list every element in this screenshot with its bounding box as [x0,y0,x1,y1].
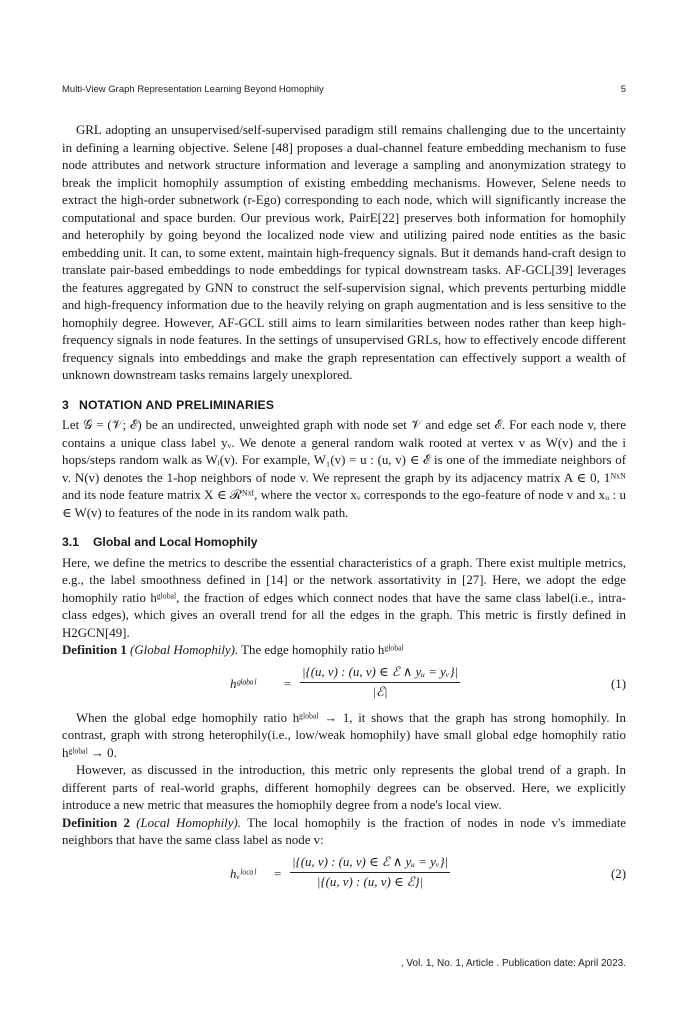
equation-2-denominator: |{(u, v) : (u, v) ∈ ℰ}| [316,875,424,889]
section-number: 3 [62,397,69,412]
equation-1-lhs: hᵍˡᵒᵇᵃˡ [230,676,256,691]
equation-1-numerator: |{(u, v) : (u, v) ∈ ℰ ∧ yᵤ = yᵥ}| [300,664,460,684]
running-title: Multi-View Graph Representation Learning Beyond Homophily [62,84,324,95]
subsection-number: 3.1 [62,535,79,549]
page-number: 5 [620,84,626,95]
definition-1-text: The edge homophily ratio hᵍˡᵒᵇᵃˡ [241,643,404,657]
section-3-1-heading [62,534,626,552]
homophily-paragraph: Here, we define the metrics to describe the essential characteristics of a graph. There exist multiple metrics, e.g., the label smoothness defined in [14] or the network assortativity in [27]. Here, we adopt the edge homophily ratio hᵍˡᵒᵇᵃˡ, the fraction of edges which connect nodes that have the same class label(i.e., intra-class edges), which gives an overall trend for all the edges in the graph. This metric is firstly defined in H2GCN[49]. [62,555,626,640]
definition-2 [62,815,626,850]
equation-1 [62,664,626,706]
equation-2-tag: (2) [610,866,626,881]
equation-1-tag: (1) [610,676,626,691]
section-title: NOTATION AND PRELIMINARIES [78,397,275,412]
paragraph-however: However, as discussed in the introduction, this metric only represents the global trend of a graph. In different parts of real-world graphs, different homophily degrees can be observed. Here, we explicitly introduce a new metric that measures the homophily degree from a node's local view. [62,763,626,812]
intro-paragraph: GRL adopting an unsupervised/self-supervised paradigm still remains challenging due to the uncertainty in defining a learning objective. Selene [48] proposes a dual-channel feature embedding mechanism to fuse node attributes and network structure information and leverage a sampling and anonymization strategy to break the implicit homophily assumption of existing embedding mechanisms. However, Selene needs to extract the high-order subnetwork (r-Ego) corresponding to each node, which will significantly increase the computational and space burden. Our previous work, PairE[22] preserves both information for homophily and heterophily by going beyond the localized node view and utilizing paired node entities as the basic embedding unit. It can, to some extent, maintain high-frequency signals. But it demands hand-craft design to translate pair-based embeddings to node embeddings for typical downstream tasks. AF-GCL[39] leverages the features aggregated by GNN to construct the self-supervision signal, which prevents perturbing middle and high-frequency information due to the heavily relying on graph augmentation and is less sensitive to the homophily degree. However, AF-GCL still aims to learn similarities between nodes rather than keep high-frequency signals in node features. In the settings of unsupervised GRLs, how to effectively encode different frequency signals into embeddings and make the graph representation can effectively support a wealth of unknown downstream tasks remains largely unexplored. [62,123,626,382]
section-3-heading [62,397,626,415]
page-footer: , Vol. 1, No. 1, Article . Publication date: April 2023. [400,958,626,969]
equation-2-numerator: |{(u, v) : (u, v) ∈ ℰ ∧ yᵤ = yᵥ}| [290,854,450,874]
equation-1-equals: = [284,676,292,691]
notation-paragraph: Let 𝒢 = (𝒱; ℰ) be an undirected, unweighted graph with node set 𝒱 and edge set ℰ. For each node v, there contains a unique class label yᵥ. We denote a general random walk rooted at vertex v as W(v) and the i hops/steps random walk as Wᵢ(v). For example, W₁(v) = u : (u, v) ∈ ℰ is one of the immediate neighbors of v. N(v) denotes the 1-hop neighbors of node v. We represent the graph by its adjacency matrix A ∈ 0, 1ᴺˣᴺ and its node feature matrix X ∈ ℛᴺˣᶠ, where the vector xᵥ corresponds to the ego-feature of node v and xᵤ : u ∈ W(v) to features of the node in its random walk path. [62,418,626,520]
definition-1-head: Definition 1 [62,643,127,657]
definition-1 [62,642,626,660]
paragraph-after-equation-1: When the global edge homophily ratio hᵍˡᵒᵇᵃˡ → 1, it shows that the graph has strong homophily. In contrast, graph with strong heterophily(i.e., low/weak homophily) have small global edge homophily ratio hᵍˡᵒᵇᵃˡ → 0. [62,710,626,760]
equation-2 [62,854,626,896]
equation-1-fraction [300,664,460,702]
equation-2-fraction [290,854,450,892]
equation-1-denominator: |ℰ| [372,685,388,699]
definition-1-title: (Global Homophily). [130,643,239,657]
definition-2-head: Definition 2 [62,815,130,830]
running-header [62,84,626,95]
page-body [62,122,626,900]
equation-2-equals: = [274,866,282,881]
equation-2-lhs: hᵥˡᵒᶜᵃˡ [230,866,256,881]
definition-2-title: (Local Homophily). [136,815,241,830]
definition-2-text: The local homophily is the fraction of nodes in node v's immediate neighbors that have the same class label as node v: [62,815,626,847]
subsection-title: Global and Local Homophily [92,535,258,549]
